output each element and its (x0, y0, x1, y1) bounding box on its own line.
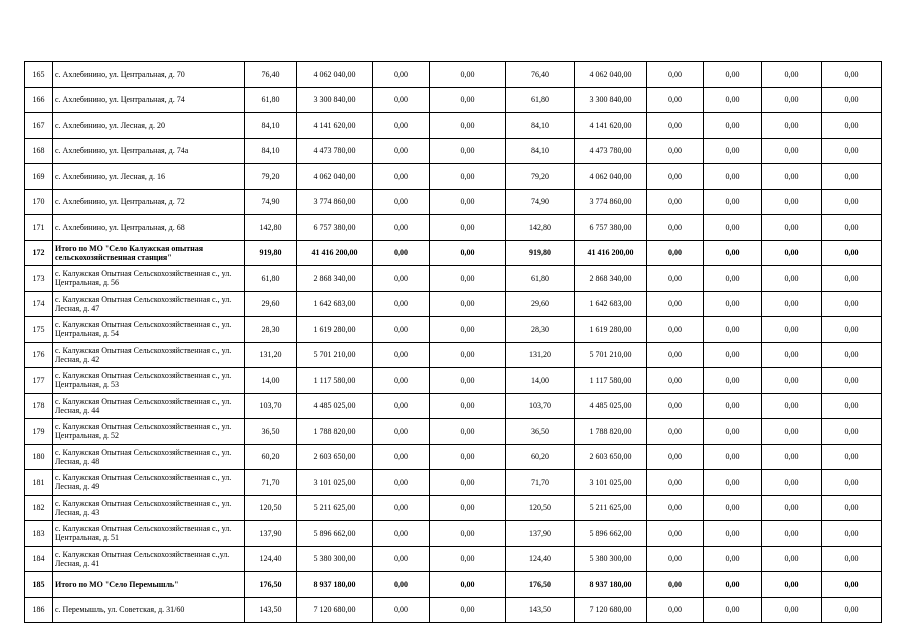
cost-cell: 3 101 025,00 (297, 470, 373, 496)
value-cell: 0,00 (762, 138, 822, 164)
row-number-cell: 166 (25, 87, 53, 113)
row-number-cell: 178 (25, 393, 53, 419)
value-cell: 0,00 (822, 215, 882, 241)
area-cell: 14,00 (245, 368, 297, 394)
value-cell: 0,00 (647, 368, 704, 394)
row-number-cell: 170 (25, 189, 53, 215)
cost-cell: 5 896 662,00 (575, 521, 647, 547)
value-cell: 0,00 (373, 138, 430, 164)
value-cell: 0,00 (704, 393, 762, 419)
value-cell: 0,00 (647, 164, 704, 190)
row-number-cell: 180 (25, 444, 53, 470)
value-cell: 0,00 (704, 215, 762, 241)
row-number-cell: 171 (25, 215, 53, 241)
value-cell: 0,00 (762, 419, 822, 445)
row-number-cell: 169 (25, 164, 53, 190)
area-cell: 14,00 (506, 368, 575, 394)
value-cell: 0,00 (822, 546, 882, 572)
address-cell: с. Калужская Опытная Сельскохозяйственная с.,ул. Лесная, д. 41 (53, 546, 245, 572)
cost-cell: 5 701 210,00 (575, 342, 647, 368)
area-cell: 76,40 (506, 62, 575, 88)
area-cell: 36,50 (245, 419, 297, 445)
value-cell: 0,00 (762, 368, 822, 394)
row-number-cell: 185 (25, 572, 53, 598)
value-cell: 0,00 (762, 342, 822, 368)
address-cell: с. Ахлебинино, ул. Центральная, д. 70 (53, 62, 245, 88)
value-cell: 0,00 (373, 62, 430, 88)
value-cell: 0,00 (704, 291, 762, 317)
cost-cell: 3 300 840,00 (297, 87, 373, 113)
value-cell: 0,00 (762, 597, 822, 623)
value-cell: 0,00 (647, 546, 704, 572)
value-cell: 0,00 (822, 62, 882, 88)
area-cell: 176,50 (245, 572, 297, 598)
value-cell: 0,00 (430, 393, 506, 419)
area-cell: 120,50 (506, 495, 575, 521)
value-cell: 0,00 (430, 291, 506, 317)
address-cell: с. Калужская Опытная Сельскохозяйственная с., ул. Центральная, д. 56 (53, 266, 245, 292)
value-cell: 0,00 (373, 215, 430, 241)
area-cell: 131,20 (506, 342, 575, 368)
value-cell: 0,00 (373, 164, 430, 190)
area-cell: 124,40 (506, 546, 575, 572)
value-cell: 0,00 (704, 164, 762, 190)
area-cell: 120,50 (245, 495, 297, 521)
value-cell: 0,00 (430, 546, 506, 572)
cost-cell: 2 603 650,00 (575, 444, 647, 470)
value-cell: 0,00 (373, 189, 430, 215)
area-cell: 103,70 (245, 393, 297, 419)
area-cell: 74,90 (245, 189, 297, 215)
value-cell: 0,00 (430, 495, 506, 521)
row-number-cell: 177 (25, 368, 53, 394)
cost-cell: 4 473 780,00 (297, 138, 373, 164)
value-cell: 0,00 (822, 342, 882, 368)
area-cell: 142,80 (245, 215, 297, 241)
value-cell: 0,00 (822, 572, 882, 598)
cost-cell: 2 603 650,00 (297, 444, 373, 470)
value-cell: 0,00 (647, 393, 704, 419)
value-cell: 0,00 (430, 215, 506, 241)
value-cell: 0,00 (762, 572, 822, 598)
area-cell: 29,60 (506, 291, 575, 317)
value-cell: 0,00 (704, 495, 762, 521)
address-cell: с. Ахлебинино, ул. Лесная, д. 20 (53, 113, 245, 139)
value-cell: 0,00 (762, 240, 822, 266)
area-cell: 60,20 (245, 444, 297, 470)
value-cell: 0,00 (430, 572, 506, 598)
cost-cell: 7 120 680,00 (297, 597, 373, 623)
value-cell: 0,00 (822, 444, 882, 470)
area-cell: 79,20 (506, 164, 575, 190)
table-row (25, 393, 882, 419)
cost-cell: 3 774 860,00 (297, 189, 373, 215)
value-cell: 0,00 (430, 342, 506, 368)
value-cell: 0,00 (373, 444, 430, 470)
row-number-cell: 173 (25, 266, 53, 292)
area-cell: 143,50 (506, 597, 575, 623)
value-cell: 0,00 (373, 342, 430, 368)
value-cell: 0,00 (822, 521, 882, 547)
value-cell: 0,00 (647, 317, 704, 343)
cost-cell: 1 642 683,00 (575, 291, 647, 317)
table-body (25, 62, 882, 623)
table-row (25, 113, 882, 139)
value-cell: 0,00 (373, 470, 430, 496)
value-cell: 0,00 (704, 572, 762, 598)
table-row (25, 470, 882, 496)
address-cell: Итого по МО "Село Перемышль" (53, 572, 245, 598)
address-cell: с. Калужская Опытная Сельскохозяйственная с., ул. Центральная, д. 52 (53, 419, 245, 445)
value-cell: 0,00 (704, 546, 762, 572)
cost-cell: 4 062 040,00 (575, 62, 647, 88)
value-cell: 0,00 (762, 215, 822, 241)
row-number-cell: 176 (25, 342, 53, 368)
cost-cell: 5 211 625,00 (575, 495, 647, 521)
table-row (25, 368, 882, 394)
area-cell: 71,70 (245, 470, 297, 496)
value-cell: 0,00 (373, 521, 430, 547)
value-cell: 0,00 (704, 266, 762, 292)
value-cell: 0,00 (704, 87, 762, 113)
area-cell: 76,40 (245, 62, 297, 88)
value-cell: 0,00 (822, 113, 882, 139)
area-cell: 142,80 (506, 215, 575, 241)
area-cell: 61,80 (506, 266, 575, 292)
table-row (25, 444, 882, 470)
cost-cell: 3 300 840,00 (575, 87, 647, 113)
cost-cell: 6 757 380,00 (575, 215, 647, 241)
cost-cell: 4 473 780,00 (575, 138, 647, 164)
value-cell: 0,00 (762, 495, 822, 521)
cost-cell: 1 117 580,00 (297, 368, 373, 394)
cost-cell: 8 937 180,00 (575, 572, 647, 598)
row-number-cell: 172 (25, 240, 53, 266)
area-cell: 176,50 (506, 572, 575, 598)
value-cell: 0,00 (647, 444, 704, 470)
cost-cell: 5 211 625,00 (297, 495, 373, 521)
value-cell: 0,00 (822, 597, 882, 623)
address-cell: с. Ахлебинино, ул. Центральная, д. 74 (53, 87, 245, 113)
value-cell: 0,00 (762, 317, 822, 343)
value-cell: 0,00 (430, 62, 506, 88)
area-cell: 137,90 (506, 521, 575, 547)
cost-cell: 2 868 340,00 (575, 266, 647, 292)
cost-cell: 41 416 200,00 (297, 240, 373, 266)
value-cell: 0,00 (430, 368, 506, 394)
value-cell: 0,00 (430, 87, 506, 113)
cost-cell: 4 141 620,00 (575, 113, 647, 139)
value-cell: 0,00 (647, 266, 704, 292)
value-cell: 0,00 (430, 597, 506, 623)
value-cell: 0,00 (373, 419, 430, 445)
row-number-cell: 179 (25, 419, 53, 445)
value-cell: 0,00 (822, 368, 882, 394)
area-cell: 60,20 (506, 444, 575, 470)
value-cell: 0,00 (647, 87, 704, 113)
value-cell: 0,00 (822, 164, 882, 190)
value-cell: 0,00 (647, 189, 704, 215)
table-row (25, 597, 882, 623)
cost-cell: 4 485 025,00 (297, 393, 373, 419)
area-cell: 61,80 (245, 87, 297, 113)
value-cell: 0,00 (430, 240, 506, 266)
value-cell: 0,00 (647, 495, 704, 521)
value-cell: 0,00 (704, 342, 762, 368)
area-cell: 919,80 (245, 240, 297, 266)
address-cell: с. Калужская Опытная Сельскохозяйственная с., ул. Лесная, д. 47 (53, 291, 245, 317)
row-number-cell: 167 (25, 113, 53, 139)
value-cell: 0,00 (822, 419, 882, 445)
table-total-row (25, 240, 882, 266)
value-cell: 0,00 (373, 113, 430, 139)
table-row (25, 546, 882, 572)
area-cell: 124,40 (245, 546, 297, 572)
address-cell: с. Калужская Опытная Сельскохозяйственная с., ул. Лесная, д. 42 (53, 342, 245, 368)
value-cell: 0,00 (373, 87, 430, 113)
value-cell: 0,00 (647, 215, 704, 241)
table-total-row (25, 572, 882, 598)
value-cell: 0,00 (647, 240, 704, 266)
value-cell: 0,00 (704, 597, 762, 623)
cost-cell: 3 774 860,00 (575, 189, 647, 215)
value-cell: 0,00 (704, 419, 762, 445)
area-cell: 84,10 (245, 113, 297, 139)
value-cell: 0,00 (647, 419, 704, 445)
row-number-cell: 184 (25, 546, 53, 572)
value-cell: 0,00 (822, 240, 882, 266)
value-cell: 0,00 (373, 597, 430, 623)
value-cell: 0,00 (762, 113, 822, 139)
value-cell: 0,00 (704, 470, 762, 496)
area-cell: 84,10 (506, 113, 575, 139)
value-cell: 0,00 (430, 164, 506, 190)
value-cell: 0,00 (430, 521, 506, 547)
value-cell: 0,00 (430, 419, 506, 445)
data-table (24, 61, 882, 623)
cost-cell: 5 701 210,00 (297, 342, 373, 368)
value-cell: 0,00 (762, 164, 822, 190)
area-cell: 28,30 (245, 317, 297, 343)
cost-cell: 1 619 280,00 (297, 317, 373, 343)
row-number-cell: 186 (25, 597, 53, 623)
table-row (25, 317, 882, 343)
value-cell: 0,00 (822, 393, 882, 419)
value-cell: 0,00 (647, 470, 704, 496)
cost-cell: 1 117 580,00 (575, 368, 647, 394)
table-row (25, 164, 882, 190)
cost-cell: 5 380 300,00 (575, 546, 647, 572)
area-cell: 79,20 (245, 164, 297, 190)
row-number-cell: 174 (25, 291, 53, 317)
value-cell: 0,00 (647, 113, 704, 139)
table-row (25, 291, 882, 317)
value-cell: 0,00 (822, 266, 882, 292)
address-cell: с. Ахлебинино, ул. Центральная, д. 72 (53, 189, 245, 215)
value-cell: 0,00 (822, 138, 882, 164)
value-cell: 0,00 (373, 495, 430, 521)
area-cell: 61,80 (506, 87, 575, 113)
area-cell: 919,80 (506, 240, 575, 266)
cost-cell: 5 896 662,00 (297, 521, 373, 547)
value-cell: 0,00 (430, 189, 506, 215)
value-cell: 0,00 (762, 546, 822, 572)
cost-cell: 4 062 040,00 (575, 164, 647, 190)
value-cell: 0,00 (762, 87, 822, 113)
address-cell: с. Калужская Опытная Сельскохозяйственная с., ул. Лесная, д. 49 (53, 470, 245, 496)
cost-cell: 4 062 040,00 (297, 164, 373, 190)
value-cell: 0,00 (647, 597, 704, 623)
value-cell: 0,00 (704, 368, 762, 394)
value-cell: 0,00 (430, 470, 506, 496)
address-cell: с. Калужская Опытная Сельскохозяйственная с., ул. Центральная, д. 51 (53, 521, 245, 547)
value-cell: 0,00 (762, 189, 822, 215)
cost-cell: 4 485 025,00 (575, 393, 647, 419)
value-cell: 0,00 (822, 470, 882, 496)
row-number-cell: 165 (25, 62, 53, 88)
value-cell: 0,00 (647, 342, 704, 368)
value-cell: 0,00 (762, 62, 822, 88)
row-number-cell: 183 (25, 521, 53, 547)
value-cell: 0,00 (430, 444, 506, 470)
area-cell: 137,90 (245, 521, 297, 547)
address-cell: Итого по МО "Село Калужская опытная сельскохозяйственная станция" (53, 240, 245, 266)
value-cell: 0,00 (373, 240, 430, 266)
table-row (25, 342, 882, 368)
value-cell: 0,00 (704, 444, 762, 470)
value-cell: 0,00 (704, 138, 762, 164)
table-row (25, 138, 882, 164)
value-cell: 0,00 (704, 521, 762, 547)
value-cell: 0,00 (373, 393, 430, 419)
value-cell: 0,00 (647, 572, 704, 598)
area-cell: 36,50 (506, 419, 575, 445)
value-cell: 0,00 (430, 317, 506, 343)
area-cell: 71,70 (506, 470, 575, 496)
cost-cell: 5 380 300,00 (297, 546, 373, 572)
value-cell: 0,00 (822, 317, 882, 343)
row-number-cell: 182 (25, 495, 53, 521)
area-cell: 84,10 (506, 138, 575, 164)
cost-cell: 6 757 380,00 (297, 215, 373, 241)
value-cell: 0,00 (430, 138, 506, 164)
value-cell: 0,00 (822, 495, 882, 521)
row-number-cell: 168 (25, 138, 53, 164)
area-cell: 143,50 (245, 597, 297, 623)
address-cell: с. Ахлебинино, ул. Центральная, д. 68 (53, 215, 245, 241)
value-cell: 0,00 (704, 189, 762, 215)
value-cell: 0,00 (430, 266, 506, 292)
table-row (25, 215, 882, 241)
value-cell: 0,00 (373, 266, 430, 292)
cost-cell: 7 120 680,00 (575, 597, 647, 623)
table-row (25, 419, 882, 445)
value-cell: 0,00 (762, 291, 822, 317)
value-cell: 0,00 (647, 138, 704, 164)
value-cell: 0,00 (373, 572, 430, 598)
value-cell: 0,00 (373, 368, 430, 394)
table-row (25, 62, 882, 88)
value-cell: 0,00 (704, 62, 762, 88)
value-cell: 0,00 (373, 317, 430, 343)
address-cell: с. Калужская Опытная Сельскохозяйственная с., ул. Центральная, д. 54 (53, 317, 245, 343)
area-cell: 61,80 (245, 266, 297, 292)
value-cell: 0,00 (762, 521, 822, 547)
address-cell: с. Калужская Опытная Сельскохозяйственная с., ул. Лесная, д. 48 (53, 444, 245, 470)
cost-cell: 2 868 340,00 (297, 266, 373, 292)
cost-cell: 3 101 025,00 (575, 470, 647, 496)
cost-cell: 1 788 820,00 (575, 419, 647, 445)
row-number-cell: 181 (25, 470, 53, 496)
value-cell: 0,00 (647, 62, 704, 88)
value-cell: 0,00 (704, 317, 762, 343)
value-cell: 0,00 (762, 393, 822, 419)
cost-cell: 41 416 200,00 (575, 240, 647, 266)
cost-cell: 1 788 820,00 (297, 419, 373, 445)
value-cell: 0,00 (647, 291, 704, 317)
table-row (25, 266, 882, 292)
table-row (25, 87, 882, 113)
value-cell: 0,00 (822, 189, 882, 215)
address-cell: с. Калужская Опытная Сельскохозяйственная с., ул. Центральная, д. 53 (53, 368, 245, 394)
table-row (25, 521, 882, 547)
row-number-cell: 175 (25, 317, 53, 343)
value-cell: 0,00 (373, 546, 430, 572)
address-cell: с. Калужская Опытная Сельскохозяйственная с., ул. Лесная, д. 43 (53, 495, 245, 521)
area-cell: 131,20 (245, 342, 297, 368)
table-row (25, 495, 882, 521)
cost-cell: 4 062 040,00 (297, 62, 373, 88)
value-cell: 0,00 (762, 266, 822, 292)
cost-cell: 1 642 683,00 (297, 291, 373, 317)
address-cell: с. Перемышль, ул. Советская, д. 31/60 (53, 597, 245, 623)
address-cell: с. Ахлебинино, ул. Лесная, д. 16 (53, 164, 245, 190)
value-cell: 0,00 (373, 291, 430, 317)
value-cell: 0,00 (822, 291, 882, 317)
value-cell: 0,00 (430, 113, 506, 139)
area-cell: 84,10 (245, 138, 297, 164)
value-cell: 0,00 (704, 113, 762, 139)
area-cell: 28,30 (506, 317, 575, 343)
value-cell: 0,00 (647, 521, 704, 547)
value-cell: 0,00 (762, 444, 822, 470)
cost-cell: 8 937 180,00 (297, 572, 373, 598)
value-cell: 0,00 (704, 240, 762, 266)
area-cell: 74,90 (506, 189, 575, 215)
value-cell: 0,00 (822, 87, 882, 113)
cost-cell: 4 141 620,00 (297, 113, 373, 139)
table-row (25, 189, 882, 215)
area-cell: 103,70 (506, 393, 575, 419)
address-cell: с. Ахлебинино, ул. Центральная, д. 74а (53, 138, 245, 164)
address-cell: с. Калужская Опытная Сельскохозяйственная с., ул. Лесная, д. 44 (53, 393, 245, 419)
cost-cell: 1 619 280,00 (575, 317, 647, 343)
value-cell: 0,00 (762, 470, 822, 496)
area-cell: 29,60 (245, 291, 297, 317)
